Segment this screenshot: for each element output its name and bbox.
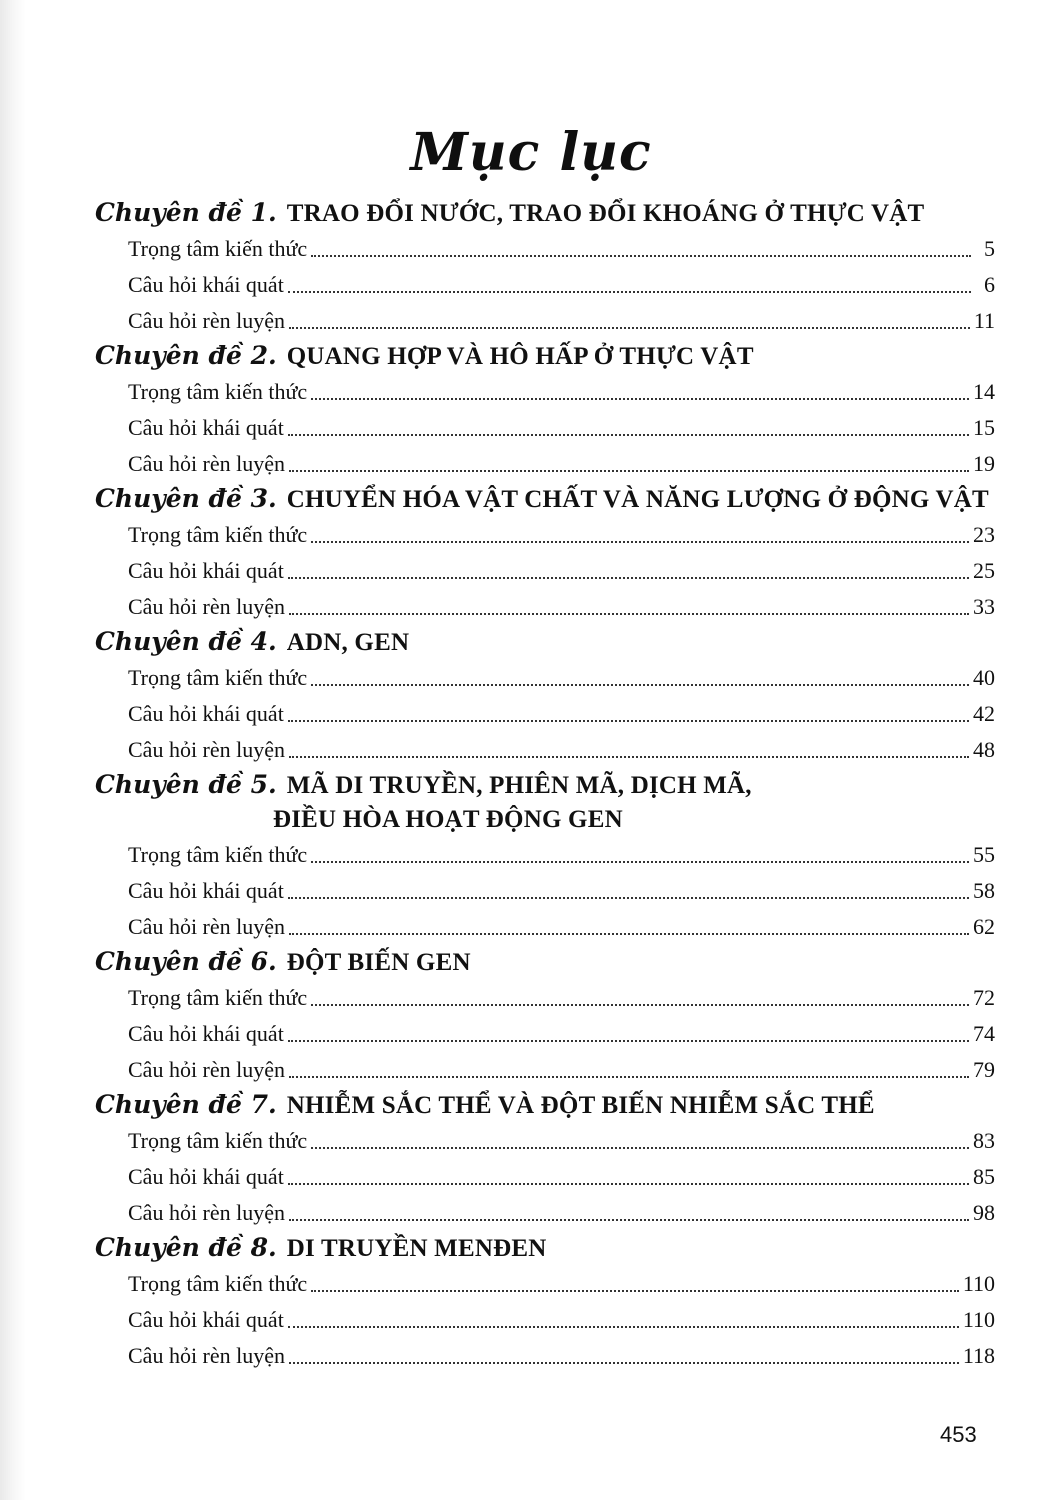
toc-chapter — [95, 196, 995, 339]
entry-label: Trọng tâm kiến thức — [128, 1128, 308, 1153]
dot-leader — [289, 1075, 969, 1078]
dot-leader — [289, 469, 969, 472]
entry-label: Câu hỏi khái quát — [128, 1164, 284, 1189]
dot-leader — [289, 1218, 969, 1221]
chapter-entries — [95, 231, 995, 339]
toc-entry — [95, 553, 995, 589]
chapter-label: Chuyên đề 7. — [95, 1090, 277, 1119]
entry-label: Trọng tâm kiến thức — [128, 236, 308, 261]
toc-chapter — [95, 482, 995, 625]
entry-label: Câu hỏi rèn luyện — [128, 594, 286, 619]
chapter-entries — [95, 980, 995, 1088]
entry-page-number: 33 — [973, 594, 995, 619]
entry-page-number: 110 — [962, 1307, 995, 1332]
chapter-title: CHUYỂN HÓA VẬT CHẤT VÀ NĂNG LƯỢNG Ở ĐỘNG VẬT — [286, 486, 989, 513]
toc-entry — [95, 517, 995, 553]
toc-entry — [95, 446, 995, 482]
toc-entry — [95, 589, 995, 625]
toc-entry — [95, 732, 995, 768]
entry-label: Câu hỏi rèn luyện — [128, 451, 286, 476]
entry-page-number: 98 — [973, 1200, 995, 1225]
chapter-title: ADN, GEN — [286, 629, 410, 656]
entry-page-number: 74 — [973, 1021, 995, 1046]
entry-label: Câu hỏi rèn luyện — [128, 1343, 286, 1368]
chapter-label: Chuyên đề 5. — [95, 770, 277, 799]
chapter-heading — [95, 768, 995, 803]
toc-entry — [95, 1195, 995, 1231]
entry-label: Câu hỏi khái quát — [128, 1021, 284, 1046]
entry-page-number: 19 — [973, 451, 995, 476]
entry-label: Câu hỏi khái quát — [128, 415, 284, 440]
chapter-entries — [95, 517, 995, 625]
entry-page-number: 79 — [973, 1057, 995, 1082]
chapter-entries — [95, 1123, 995, 1231]
entry-label: Trọng tâm kiến thức — [128, 665, 308, 690]
dot-leader — [288, 576, 969, 579]
dot-leader — [311, 1003, 969, 1006]
entry-label: Câu hỏi rèn luyện — [128, 1200, 286, 1225]
entry-page-number: 14 — [973, 379, 995, 404]
entry-page-number: 118 — [962, 1343, 995, 1368]
toc-chapter — [95, 1231, 995, 1374]
dot-leader — [311, 860, 969, 863]
entry-page-number: 72 — [973, 985, 995, 1010]
entry-page-number: 40 — [973, 665, 995, 690]
entry-page-number: 110 — [962, 1271, 995, 1296]
chapter-label: Chuyên đề 6. — [95, 947, 277, 976]
chapter-heading — [95, 945, 995, 980]
entry-page-number: 42 — [973, 701, 995, 726]
entry-label: Câu hỏi khái quát — [128, 558, 284, 583]
entry-page-number: 62 — [973, 914, 995, 939]
chapter-entries — [95, 837, 995, 945]
page-title: Mục lục — [410, 122, 652, 183]
entry-label: Câu hỏi khái quát — [128, 701, 284, 726]
entry-page-number: 23 — [973, 522, 995, 547]
chapter-heading — [95, 1231, 995, 1266]
entry-label: Câu hỏi khái quát — [128, 878, 284, 903]
chapter-title-line-2: ĐIỀU HÒA HOẠT ĐỘNG GEN — [273, 806, 623, 833]
toc-chapter — [95, 945, 995, 1088]
chapter-label: Chuyên đề 1. — [95, 198, 277, 227]
entry-label: Câu hỏi khái quát — [128, 1307, 284, 1332]
chapter-heading — [95, 482, 995, 517]
toc-entry — [95, 909, 995, 945]
dot-leader — [289, 1361, 959, 1364]
toc-entry — [95, 1338, 995, 1374]
entry-label: Câu hỏi rèn luyện — [128, 1057, 286, 1082]
entry-page-number: 83 — [973, 1128, 995, 1153]
toc-entry — [95, 696, 995, 732]
toc-entry — [95, 980, 995, 1016]
chapter-heading — [95, 1088, 995, 1123]
dot-leader — [289, 326, 970, 329]
toc-chapter — [95, 625, 995, 768]
chapter-title: NHIỄM SẮC THỂ VÀ ĐỘT BIẾN NHIỄM SẮC THỂ — [286, 1092, 875, 1119]
toc-chapter — [95, 768, 995, 945]
dot-leader — [289, 755, 969, 758]
dot-leader — [289, 612, 969, 615]
entry-label: Trọng tâm kiến thức — [128, 522, 308, 547]
dot-leader — [288, 719, 969, 722]
toc-entry — [95, 267, 995, 303]
entry-page-number: 48 — [973, 737, 995, 762]
toc-entry — [95, 1159, 995, 1195]
entry-label: Câu hỏi rèn luyện — [128, 737, 286, 762]
table-of-contents — [95, 196, 995, 1374]
chapter-title: ĐỘT BIẾN GEN — [286, 949, 471, 976]
toc-entry — [95, 410, 995, 446]
chapter-entries — [95, 1266, 995, 1374]
chapter-title: TRAO ĐỔI NƯỚC, TRAO ĐỔI KHOÁNG Ở THỰC VẬT — [286, 200, 925, 227]
dot-leader — [288, 1039, 969, 1042]
dot-leader — [311, 540, 969, 543]
entry-page-number: 5 — [984, 236, 995, 261]
chapter-label: Chuyên đề 8. — [95, 1233, 277, 1262]
toc-entry — [95, 1123, 995, 1159]
toc-entry — [95, 660, 995, 696]
toc-entry — [95, 231, 995, 267]
dot-leader — [311, 683, 969, 686]
entry-page-number: 11 — [973, 308, 995, 333]
entry-label: Câu hỏi khái quát — [128, 272, 284, 297]
chapter-label: Chuyên đề 3. — [95, 484, 277, 513]
entry-page-number: 6 — [984, 272, 995, 297]
dot-leader — [311, 254, 971, 257]
toc-entry — [95, 873, 995, 909]
chapter-entries — [95, 374, 995, 482]
dot-leader — [311, 1289, 959, 1292]
dot-leader — [288, 896, 969, 899]
dot-leader — [311, 397, 969, 400]
entry-page-number: 58 — [973, 878, 995, 903]
chapter-heading — [95, 196, 995, 231]
dot-leader — [288, 290, 971, 293]
dot-leader — [288, 1182, 969, 1185]
chapter-label: Chuyên đề 2. — [95, 341, 277, 370]
entry-page-number: 25 — [973, 558, 995, 583]
entry-label: Câu hỏi rèn luyện — [128, 308, 286, 333]
page-number: 453 — [940, 1422, 977, 1447]
toc-entry — [95, 374, 995, 410]
dot-leader — [288, 433, 969, 436]
dot-leader — [311, 1146, 969, 1149]
dot-leader — [288, 1325, 959, 1328]
entry-page-number: 85 — [973, 1164, 995, 1189]
entry-label: Trọng tâm kiến thức — [128, 379, 308, 404]
toc-entry — [95, 1052, 995, 1088]
toc-entry — [95, 1266, 995, 1302]
dot-leader — [289, 932, 969, 935]
entry-label: Trọng tâm kiến thức — [128, 985, 308, 1010]
entry-page-number: 55 — [973, 842, 995, 867]
toc-chapter — [95, 339, 995, 482]
chapter-heading — [95, 339, 995, 374]
entry-label: Trọng tâm kiến thức — [128, 842, 308, 867]
chapter-heading — [95, 625, 995, 660]
toc-entry — [95, 303, 995, 339]
toc-entry — [95, 837, 995, 873]
chapter-label: Chuyên đề 4. — [95, 627, 277, 656]
chapter-entries — [95, 660, 995, 768]
toc-entry — [95, 1016, 995, 1052]
toc-entry — [95, 1302, 995, 1338]
entry-page-number: 15 — [973, 415, 995, 440]
toc-chapter — [95, 1088, 995, 1231]
entry-label: Trọng tâm kiến thức — [128, 1271, 308, 1296]
chapter-title: DI TRUYỀN MENĐEN — [286, 1235, 547, 1262]
chapter-title: QUANG HỢP VÀ HÔ HẤP Ở THỰC VẬT — [286, 343, 754, 370]
chapter-title: MÃ DI TRUYỀN, PHIÊN MÃ, DỊCH MÃ, — [286, 772, 752, 799]
entry-label: Câu hỏi rèn luyện — [128, 914, 286, 939]
